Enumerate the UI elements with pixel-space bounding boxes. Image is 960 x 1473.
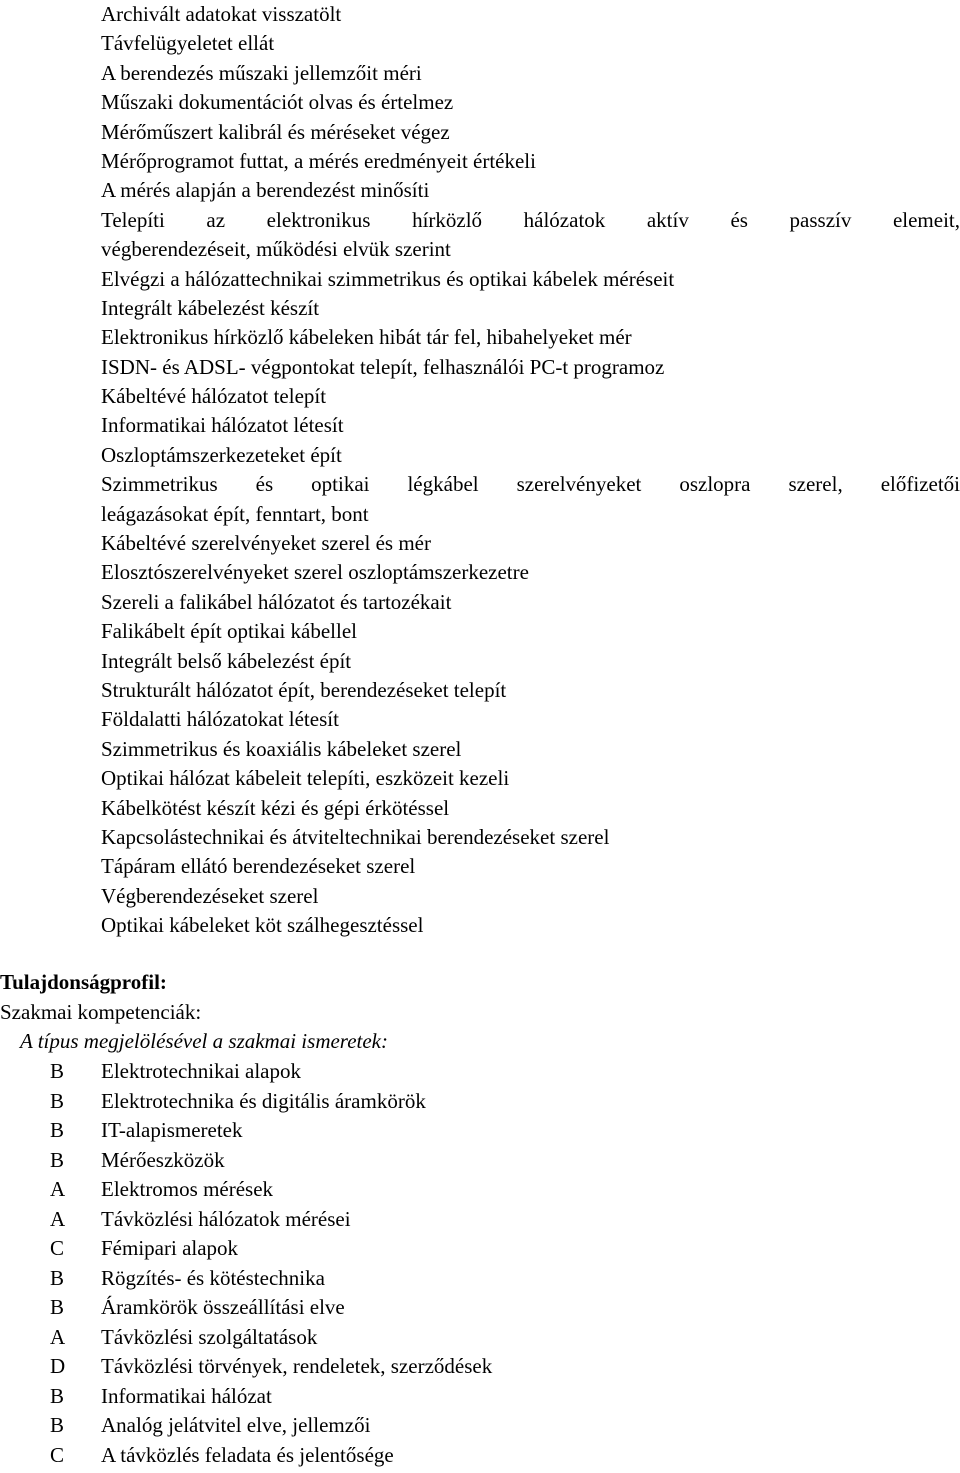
knowledge-row: [0, 1411, 960, 1441]
task-item: Kábelkötést készít kézi és gépi érkötéssel: [101, 795, 450, 820]
task-item: Szimmetrikus és optikai légkábel szerelvényeket oszlopra szerel, előfizetői: [101, 472, 960, 497]
knowledge-type: C: [50, 1442, 65, 1467]
task-item: Mérőműszert kalibrál és méréseket végez: [101, 119, 450, 144]
knowledge-name: Elektromos mérések: [101, 1177, 274, 1201]
task-item: Archivált adatokat visszatölt: [101, 2, 342, 26]
knowledge-type: B: [50, 1088, 65, 1113]
task-item: Integrált kábelezést készít: [101, 295, 320, 320]
knowledge-type: B: [50, 1059, 65, 1083]
knowledge-row: [0, 1293, 960, 1323]
competencies-label: Szakmai kompetenciák:: [0, 1000, 202, 1024]
task-item: Kábeltévé szerelvényeket szerel és mér: [101, 531, 431, 556]
knowledge-name: Analóg jelátvitel elve, jellemzői: [101, 1413, 371, 1437]
knowledge-type: B: [50, 1265, 65, 1290]
task-item: Műszaki dokumentációt olvas és értelmez: [101, 90, 454, 115]
task-item: A mérés alapján a berendezést minősíti: [101, 178, 430, 203]
knowledge-type: B: [50, 1413, 65, 1437]
task-item: Integrált belső kábelezést épít: [101, 648, 352, 673]
knowledge-subtitle: A típus megjelölésével a szakmai ismeretek:: [20, 1029, 388, 1053]
task-item: Informatikai hálózatot létesít: [101, 413, 344, 438]
knowledge-row: [0, 1323, 960, 1353]
knowledge-type: A: [50, 1206, 66, 1231]
task-item: Kapcsolástechnikai és átviteltechnikai berendezéseket szerel: [101, 824, 610, 849]
knowledge-type: A: [50, 1324, 66, 1349]
knowledge-name: Távközlési hálózatok mérései: [101, 1206, 351, 1231]
task-item: Szimmetrikus és koaxiális kábeleket szerel: [101, 736, 462, 761]
knowledge-row: [0, 1352, 960, 1382]
task-item: végberendezéseit, működési elvük szerint: [101, 237, 451, 262]
knowledge-type: B: [50, 1147, 65, 1172]
knowledge-name: Fémipari alapok: [101, 1236, 239, 1260]
task-item: Elektronikus hírközlő kábeleken hibát tár fel, hibahelyeket mér: [101, 325, 632, 350]
task-item: Távfelügyeletet ellát: [101, 31, 275, 56]
task-item: Tápáram ellátó berendezéseket szerel: [101, 854, 416, 879]
knowledge-row: [0, 1057, 960, 1087]
task-item: Optikai kábeleket köt szálhegesztéssel: [101, 913, 424, 938]
task-item: Telepíti az elektronikus hírközlő hálózatok aktív és passzív elemeit,: [101, 207, 960, 232]
knowledge-name: Mérőeszközök: [101, 1147, 225, 1172]
knowledge-name: Áramkörök összeállítási elve: [101, 1295, 345, 1319]
knowledge-name: Elektrotechnikai alapok: [101, 1059, 302, 1083]
task-item: leágazásokat épít, fenntart, bont: [101, 501, 369, 526]
knowledge-row: [0, 1205, 960, 1235]
task-item: Szereli a falikábel hálózatot és tartozékait: [101, 589, 452, 614]
knowledge-type: B: [50, 1295, 65, 1319]
knowledge-type: A: [50, 1177, 66, 1201]
knowledge-row: [0, 1382, 960, 1412]
task-item: Kábeltévé hálózatot telepít: [101, 384, 327, 409]
knowledge-list: [0, 1057, 960, 1470]
profile-title: Tulajdonságprofil:: [0, 970, 167, 994]
knowledge-name: Távközlési szolgáltatások: [101, 1324, 318, 1349]
knowledge-row: [0, 1175, 960, 1205]
knowledge-name: Elektrotechnika és digitális áramkörök: [101, 1088, 426, 1113]
knowledge-name: A távközlés feladata és jelentősége: [101, 1442, 394, 1467]
knowledge-row: [0, 1146, 960, 1176]
knowledge-row: [0, 1264, 960, 1294]
knowledge-name: IT-alapismeretek: [101, 1118, 243, 1142]
task-list: [101, 0, 960, 941]
task-item: Falikábelt épít optikai kábellel: [101, 619, 358, 644]
task-item: Elosztószerelvényeket szerel oszloptámszerkezetre: [101, 560, 529, 585]
knowledge-name: Távközlési törvények, rendeletek, szerződések: [101, 1354, 493, 1378]
task-item: Optikai hálózat kábeleit telepíti, eszközeit kezeli: [101, 766, 510, 791]
knowledge-name: Informatikai hálózat: [101, 1383, 272, 1408]
knowledge-row: [0, 1116, 960, 1146]
knowledge-type: B: [50, 1118, 65, 1142]
task-item: Földalatti hálózatokat létesít: [101, 707, 339, 732]
knowledge-type: D: [50, 1354, 66, 1378]
knowledge-type: C: [50, 1236, 65, 1260]
task-item: Oszloptámszerkezeteket épít: [101, 442, 342, 467]
knowledge-row: [0, 1087, 960, 1117]
knowledge-type: B: [50, 1383, 65, 1408]
task-item: Strukturált hálózatot épít, berendezéseket telepít: [101, 677, 507, 702]
knowledge-name: Rögzítés- és kötéstechnika: [101, 1265, 325, 1290]
knowledge-row: [0, 1234, 960, 1264]
knowledge-row: [0, 1441, 960, 1471]
task-item: Elvégzi a hálózattechnikai szimmetrikus és optikai kábelek méréseit: [101, 266, 675, 291]
task-item: ISDN- és ADSL- végpontokat telepít, felhasználói PC-t programoz: [101, 354, 665, 379]
task-item: A berendezés műszaki jellemzőit méri: [101, 60, 422, 85]
task-item: Végberendezéseket szerel: [101, 883, 319, 908]
task-item: Mérőprogramot futtat, a mérés eredményeit értékeli: [101, 148, 536, 173]
